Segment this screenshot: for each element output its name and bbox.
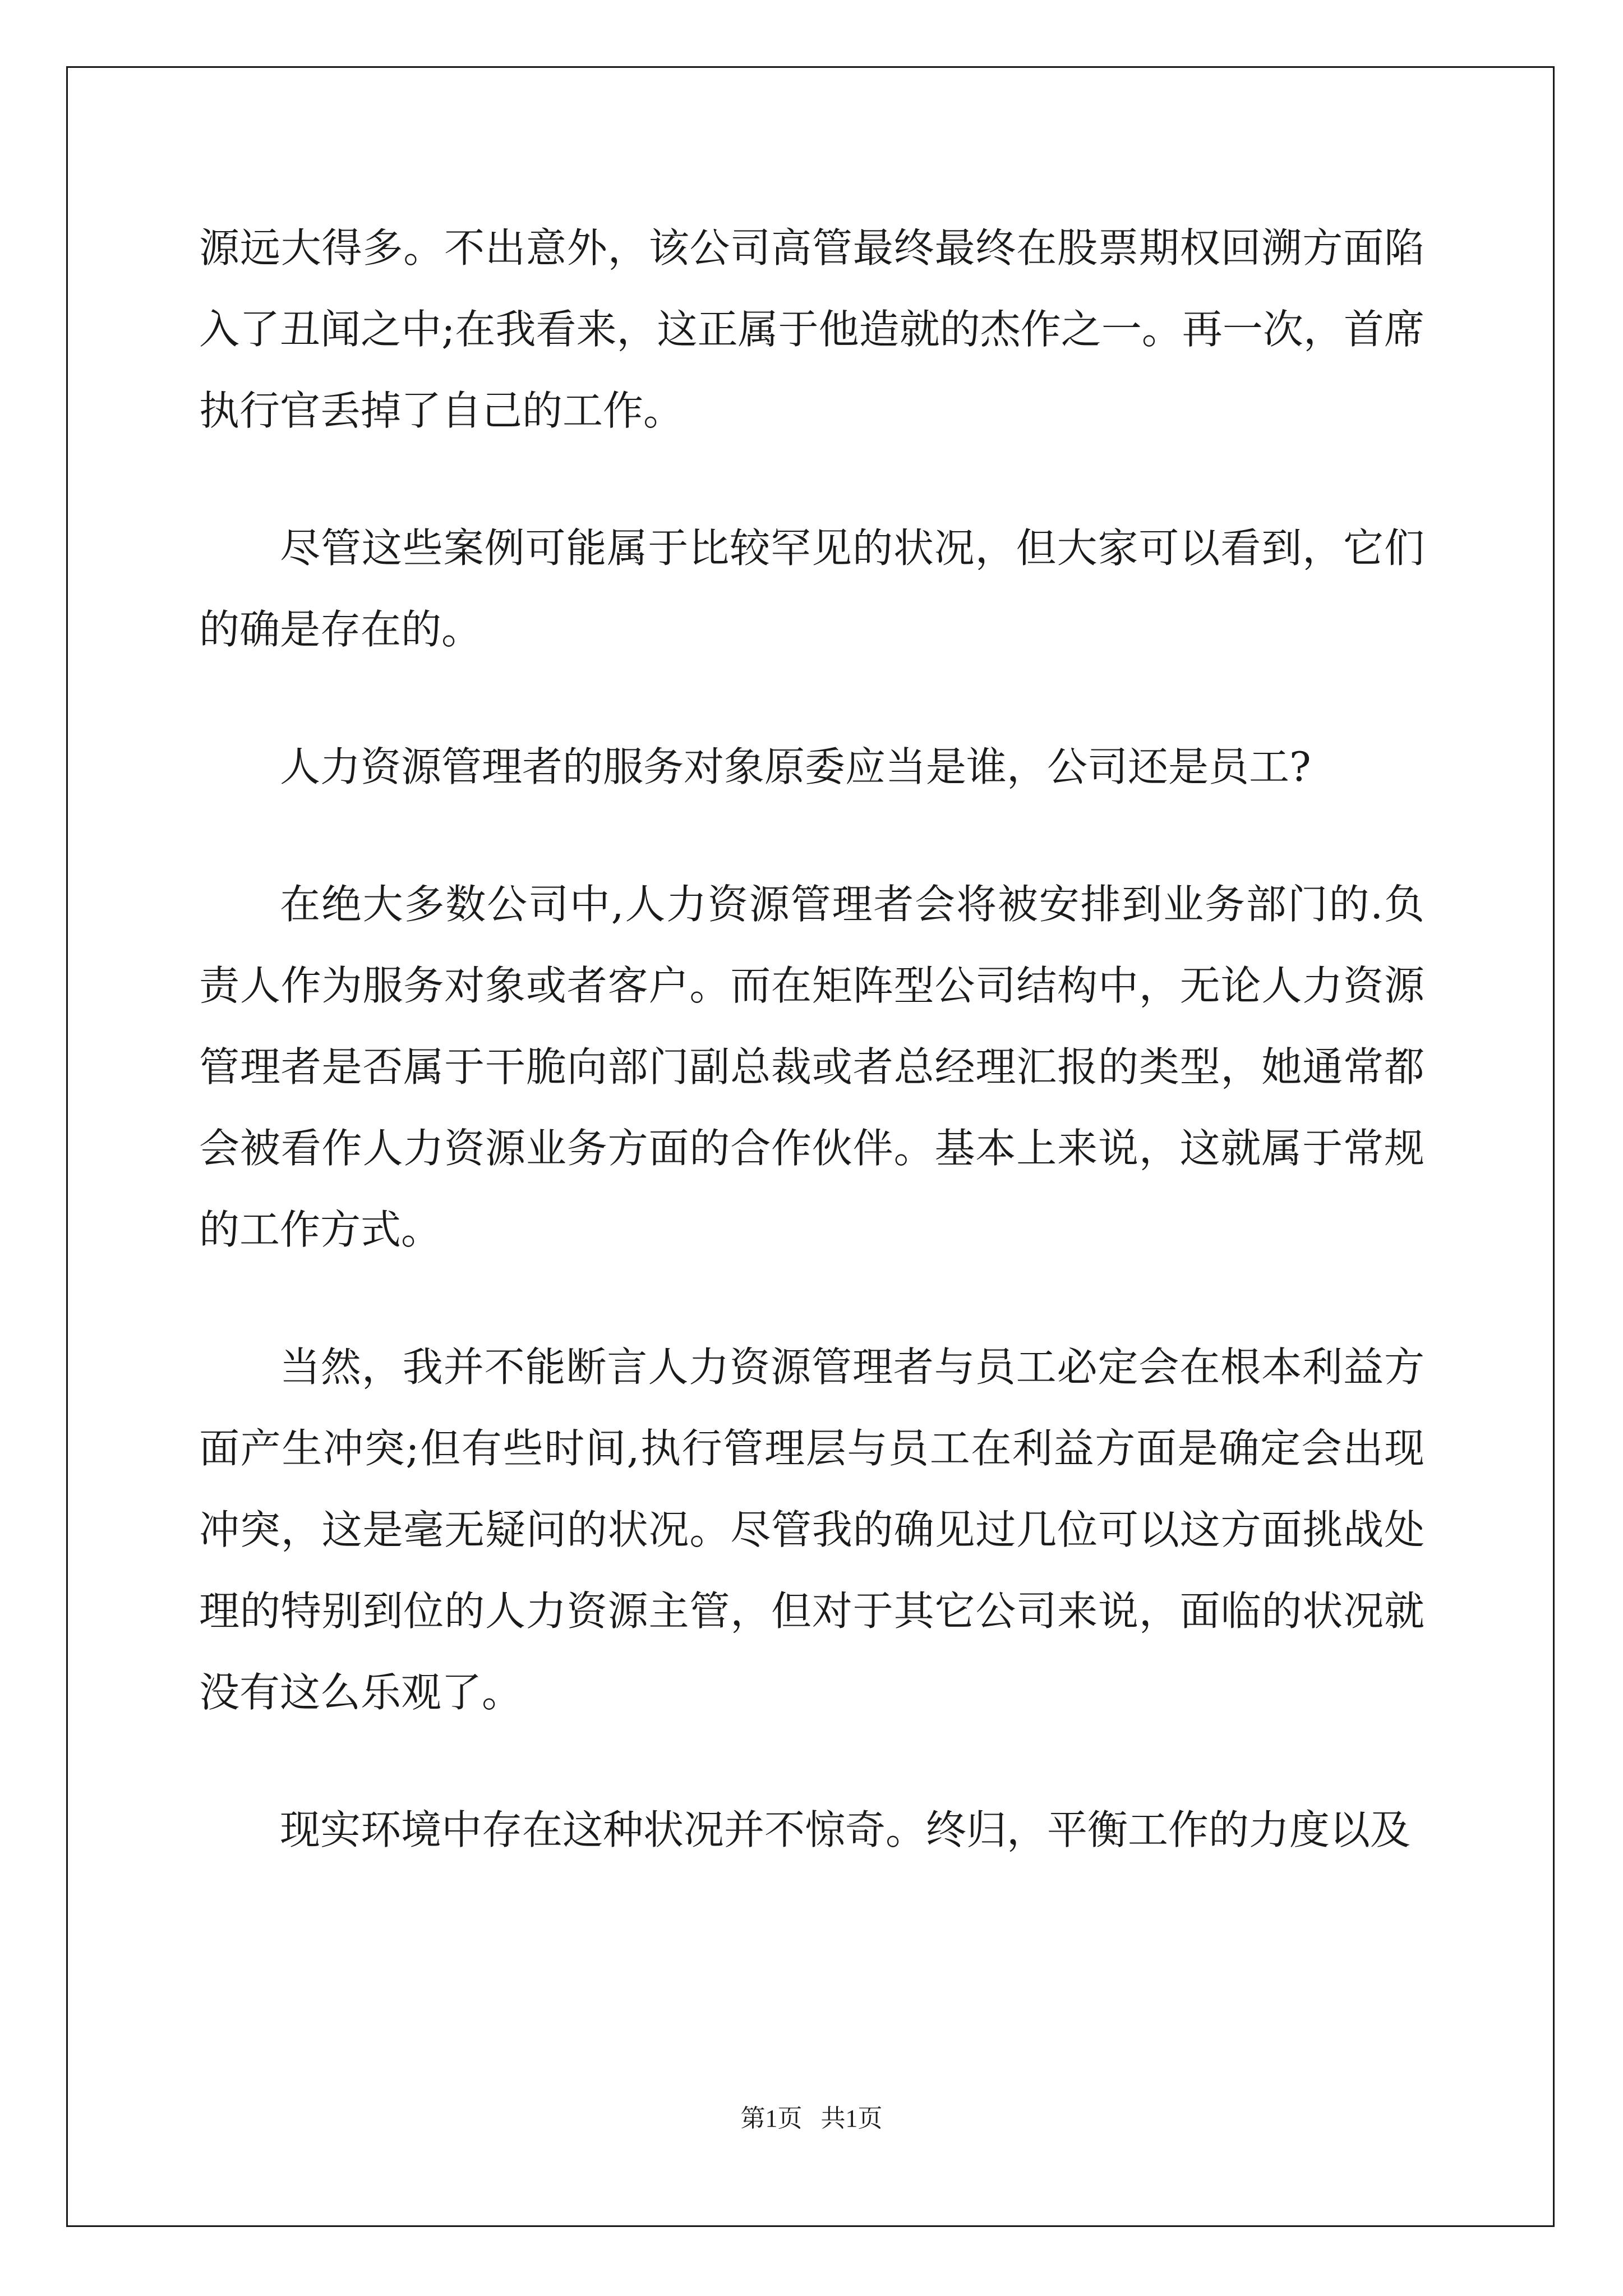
- paragraph: 当然，我并不能断言人力资源管理者与员工必定会在根本利益方面产生冲突;但有些时间,执行管理层与员工在利益方面是确定会出现冲突，这是毫无疑问的状况。尽管我的确见过几位可以这方面挑战处理的特别到位的人力资源主管，但对于其它公司来说，面临的状况就没有这么乐观了。: [199, 1343, 1424, 1716]
- paragraph: 源远大得多。不出意外，该公司高管最终最终在股票期权回溯方面陷入了丑闻之中;在我看来，这正属于他造就的杰作之一。再一次，首席执行官丢掉了自己的工作。: [199, 224, 1424, 434]
- paragraph: 尽管这些案例可能属于比较罕见的状况，但大家可以看到，它们的确是存在的。: [199, 524, 1424, 653]
- page-number-footer: 第1页 共1页: [740, 2105, 883, 2132]
- paragraph: 现实环境中存在这种状况并不惊奇。终归，平衡工作的力度以及: [280, 1806, 1411, 1853]
- paragraph: 在绝大多数公司中,人力资源管理者会将被安排到业务部门的.负责人作为服务对象或者客户。而在矩阵型公司结构中，无论人力资源管理者是否属于干脆向部门副总裁或者总经理汇报的类型，她通常都会被看作人力资源业务方面的合作伙伴。基本上来说，这就属于常规的工作方式。: [199, 881, 1424, 1253]
- document-body: [199, 208, 1424, 1927]
- paragraph: 人力资源管理者的服务对象原委应当是谁，公司还是员工?: [280, 743, 1311, 790]
